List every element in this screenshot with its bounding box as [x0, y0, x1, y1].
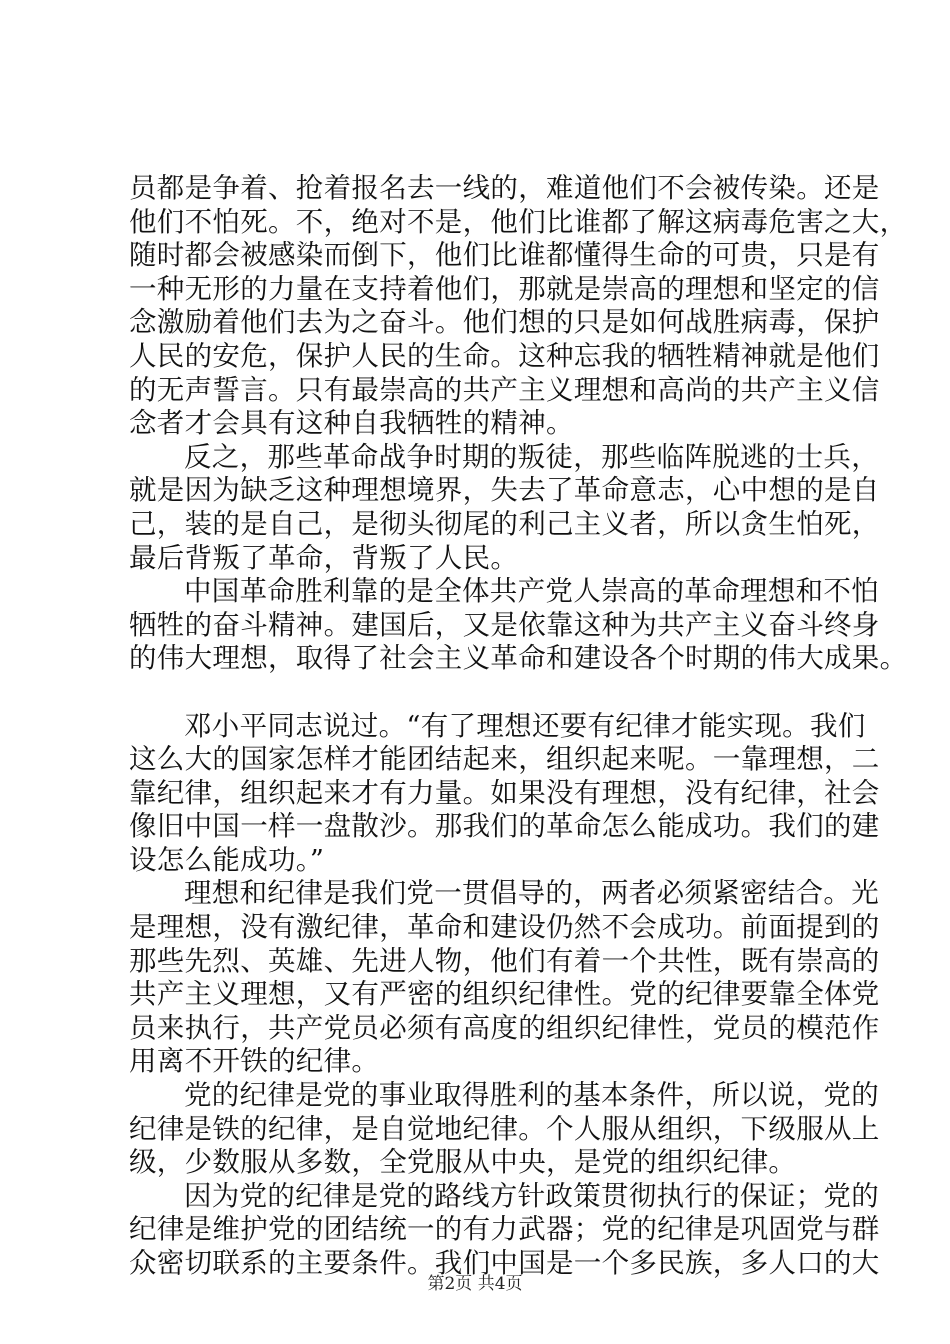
text-line: 那些先烈、英雄、先进人物，他们有着一个共性，既有崇高的: [129, 944, 880, 977]
text-line: 像旧中国一样一盘散沙。那我们的革命怎么能成功。我们的建: [129, 810, 880, 843]
text-line: 员都是争着、抢着报名去一线的，难道他们不会被传染。还是: [129, 172, 880, 204]
text-line: 纪律是维护党的团结统一的有力武器；党的纪律是巩固党与群: [129, 1213, 880, 1246]
text-line: 级，少数服从多数，全党服从中央，是党的组织纪律。: [129, 1146, 797, 1179]
text-line: 己，装的是自己，是彻头彻尾的利己主义者，所以贪生怕死，: [129, 507, 880, 540]
text-line: 牺牲的奋斗精神。建国后，又是依靠这种为共产主义奋斗终身: [129, 608, 880, 641]
text-line: 共产主义理想，又有严密的组织纪律性。党的纪律要靠全体党: [129, 978, 880, 1011]
text-line: 设怎么能成功。”: [129, 843, 325, 876]
text-line: 用离不开铁的纪律。: [129, 1045, 380, 1078]
text-line: 一种无形的力量在支持着他们，那就是崇高的理想和坚定的信: [129, 272, 880, 305]
text-line: 员来执行，共产党员必须有高度的组织纪律性，党员的模范作: [129, 1011, 880, 1044]
text-line: 念者才会具有这种自我牺牲的精神。: [129, 407, 574, 440]
text-line: 就是因为缺乏这种理想境界，失去了革命意志，心中想的是自: [129, 474, 880, 507]
text-line: 靠纪律，组织起来才有力量。如果没有理想，没有纪律，社会: [129, 776, 880, 809]
text-line: 的无声誓言。只有最崇高的共产主义理想和高尚的共产主义信: [129, 373, 880, 406]
text-line: 是理想，没有激纪律，革命和建设仍然不会成功。前面提到的: [129, 911, 880, 944]
text-line: 念激励着他们去为之奋斗。他们想的只是如何战胜病毒，保护: [129, 306, 880, 339]
paragraph-start-line: 邓小平同志说过。“有了理想还要有纪律才能实现。我们: [184, 709, 866, 742]
paragraph-start-line: 中国革命胜利靠的是全体共产党人崇高的革命理想和不怕: [184, 575, 879, 608]
paragraph-start-line: 因为党的纪律是党的路线方针政策贯彻执行的保证；党的: [184, 1179, 879, 1212]
page-footer: [0, 1274, 950, 1294]
text-line: 纪律是铁的纪律，是自觉地纪律。个人服从组织，下级服从上: [129, 1112, 880, 1145]
text-line: 人民的安危，保护人民的生命。这种忘我的牺牲精神就是他们: [129, 339, 880, 372]
paragraph-start-line: 党的纪律是党的事业取得胜利的基本条件，所以说，党的: [184, 1079, 879, 1112]
blank-line: [129, 676, 849, 710]
text-line: 他们不怕死。不，绝对不是，他们比谁都了解这病毒危害之大，: [129, 205, 908, 238]
text-line: 最后背叛了革命，背叛了人民。: [129, 541, 519, 574]
page-number: 第2页 共4页: [427, 1274, 523, 1294]
text-line: 众密切联系的主要条件。我们中国是一个多民族，多人口的大: [129, 1247, 880, 1279]
text-line: 这么大的国家怎样才能团结起来，组织起来呢。一靠理想，二: [129, 743, 880, 776]
text-line: 随时都会被感染而倒下，他们比谁都懂得生命的可贵，只是有: [129, 239, 880, 272]
document-body: [129, 172, 908, 1281]
text-line: 的伟大理想，取得了社会主义革命和建设各个时期的伟大成果。: [129, 642, 908, 675]
paragraph-start-line: 反之，那些革命战争时期的叛徒，那些临阵脱逃的士兵，: [184, 440, 879, 473]
paragraph-start-line: 理想和纪律是我们党一贯倡导的，两者必须紧密结合。光: [184, 877, 879, 910]
